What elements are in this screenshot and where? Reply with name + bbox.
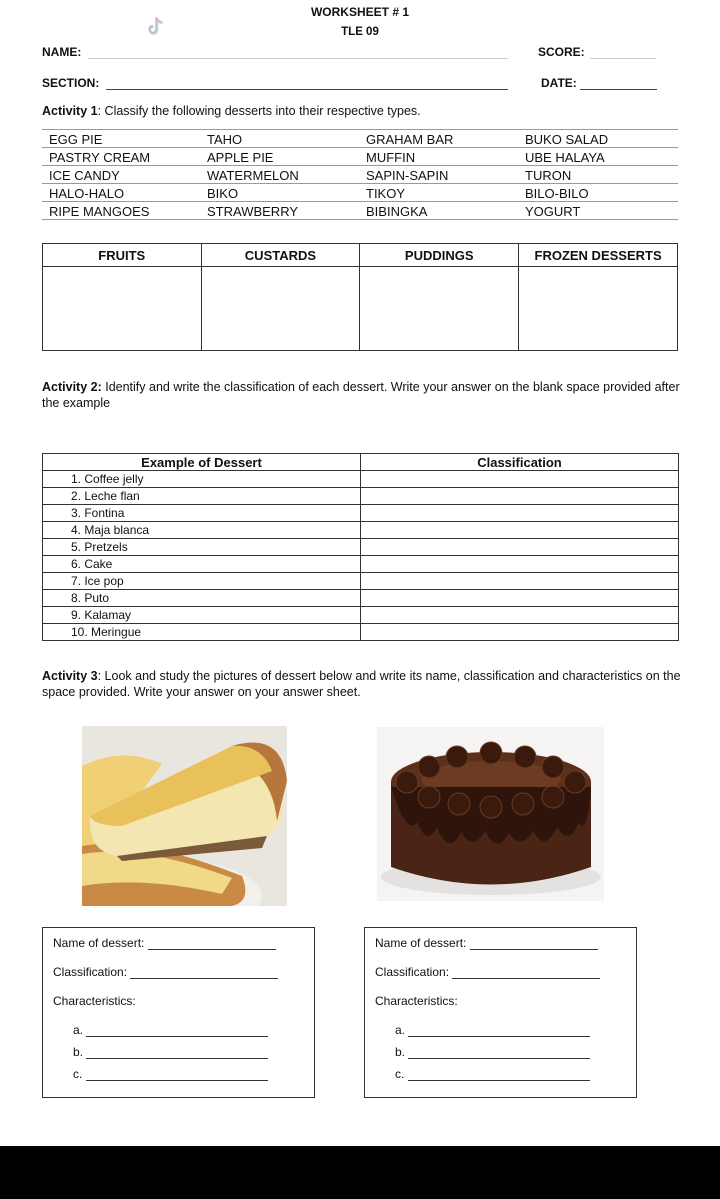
characteristic-blank[interactable] [408,1080,590,1081]
word: SAPIN-SAPIN [366,168,449,183]
characteristic-blank[interactable] [408,1036,590,1037]
name-label: NAME: [42,45,82,59]
activity3-text: : Look and study the pictures of dessert below and write its name, classification and characteristics on the space provided. Write your answer on your answer sheet. [42,669,681,699]
category-header: PUDDINGS [360,244,519,267]
characteristic-blank[interactable] [86,1058,268,1059]
word: ICE CANDY [49,168,120,183]
category-answer-cell[interactable] [360,267,519,351]
activity1-instructions [42,103,421,119]
classification-answer[interactable] [360,556,678,573]
word: BUKO SALAD [525,132,609,147]
word-list [42,130,678,220]
section-label: SECTION: [42,76,100,90]
letter-c: c. [395,1067,405,1081]
classification-label: Classification: [53,965,128,979]
dessert-item: 5. Pretzels [43,539,361,556]
classification-label: Classification: [375,965,450,979]
word-row [42,184,678,202]
characteristic-blank[interactable] [86,1036,268,1037]
name-of-dessert-blank[interactable] [148,949,276,950]
dessert-item: 2. Leche flan [43,488,361,505]
word: TIKOY [366,186,406,201]
characteristic-blank[interactable] [408,1058,590,1059]
word-row [42,166,678,184]
word: UBE HALAYA [525,150,605,165]
word: STRAWBERRY [207,204,299,219]
name-of-dessert-label: Name of dessert: [375,936,467,950]
category-header: FRUITS [43,244,202,267]
category-answer-cell[interactable] [43,267,202,351]
word: HALO-HALO [49,186,125,201]
word: BIBINGKA [366,204,428,219]
dessert-item: 8. Puto [43,590,361,607]
classification-table [42,453,679,641]
classification-answer[interactable] [360,624,678,641]
answer-box-right [364,927,637,1098]
egg-pie-image [82,726,287,906]
name-blank[interactable] [88,58,508,59]
subject-title: TLE 09 [341,26,379,38]
answer-box-left [42,927,315,1098]
score-label: SCORE: [538,45,585,59]
date-label: DATE: [541,76,577,90]
word: TURON [525,168,572,183]
word: RIPE MANGOES [49,204,150,219]
classification-answer[interactable] [360,505,678,522]
category-header: CUSTARDS [201,244,360,267]
dessert-item: 4. Maja blanca [43,522,361,539]
dessert-item: 7. Ice pop [43,573,361,590]
example-header: Example of Dessert [43,454,361,471]
word: EGG PIE [49,132,103,147]
word: WATERMELON [207,168,299,183]
activity2-label: Activity 2: [42,380,102,394]
word: TAHO [207,132,243,147]
characteristics-label: Characteristics: [375,994,458,1008]
footer-bar [0,1146,720,1199]
category-answer-cell[interactable] [201,267,360,351]
dessert-item: 10. Meringue [43,624,361,641]
category-answer-cell[interactable] [519,267,678,351]
letter-a: a. [395,1023,406,1037]
tiktok-logo-icon [147,16,167,43]
word: BIKO [207,186,239,201]
classification-answer[interactable] [360,539,678,556]
section-blank[interactable] [106,89,508,90]
word-row [42,130,678,148]
letter-b: b. [395,1045,406,1059]
date-blank[interactable] [580,89,657,90]
classification-answer[interactable] [360,471,678,488]
word: MUFFIN [366,150,416,165]
category-header: FROZEN DESSERTS [519,244,678,267]
score-blank[interactable] [590,58,656,59]
classification-answer[interactable] [360,573,678,590]
classification-answer[interactable] [360,607,678,624]
worksheet-title: WORKSHEET # 1 [310,5,409,19]
activity3-label: Activity 3 [42,669,98,683]
letter-c: c. [73,1067,83,1081]
word-row [42,202,678,220]
word-row [42,148,678,166]
word: GRAHAM BAR [366,132,454,147]
classification-blank[interactable] [130,978,278,979]
characteristic-blank[interactable] [86,1080,268,1081]
activity1-label: Activity 1 [42,104,98,118]
letter-b: b. [73,1045,84,1059]
word: PASTRY CREAM [49,150,151,165]
activity2-text: Identify and write the classification of each dessert. Write your answer on the blank space provided after the example [42,380,680,410]
letter-a: a. [73,1023,84,1037]
classification-answer[interactable] [360,488,678,505]
word: APPLE PIE [207,150,274,165]
characteristics-label: Characteristics: [53,994,136,1008]
category-table [42,243,678,351]
activity2-instructions [42,379,682,411]
classification-blank[interactable] [452,978,600,979]
activity3-instructions [42,668,682,700]
dessert-item: 1. Coffee jelly [43,471,361,488]
name-of-dessert-blank[interactable] [470,949,598,950]
activity1-text: : Classify the following desserts into their respective types. [97,104,421,118]
classification-header: Classification [360,454,678,471]
name-of-dessert-label: Name of dessert: [53,936,145,950]
chocolate-cake-image [377,727,604,901]
classification-answer[interactable] [360,590,678,607]
dessert-item: 9. Kalamay [43,607,361,624]
dessert-item: 3. Fontina [43,505,361,522]
word: BILO-BILO [525,186,589,201]
word: YOGURT [525,204,581,219]
dessert-item: 6. Cake [43,556,361,573]
classification-answer[interactable] [360,522,678,539]
